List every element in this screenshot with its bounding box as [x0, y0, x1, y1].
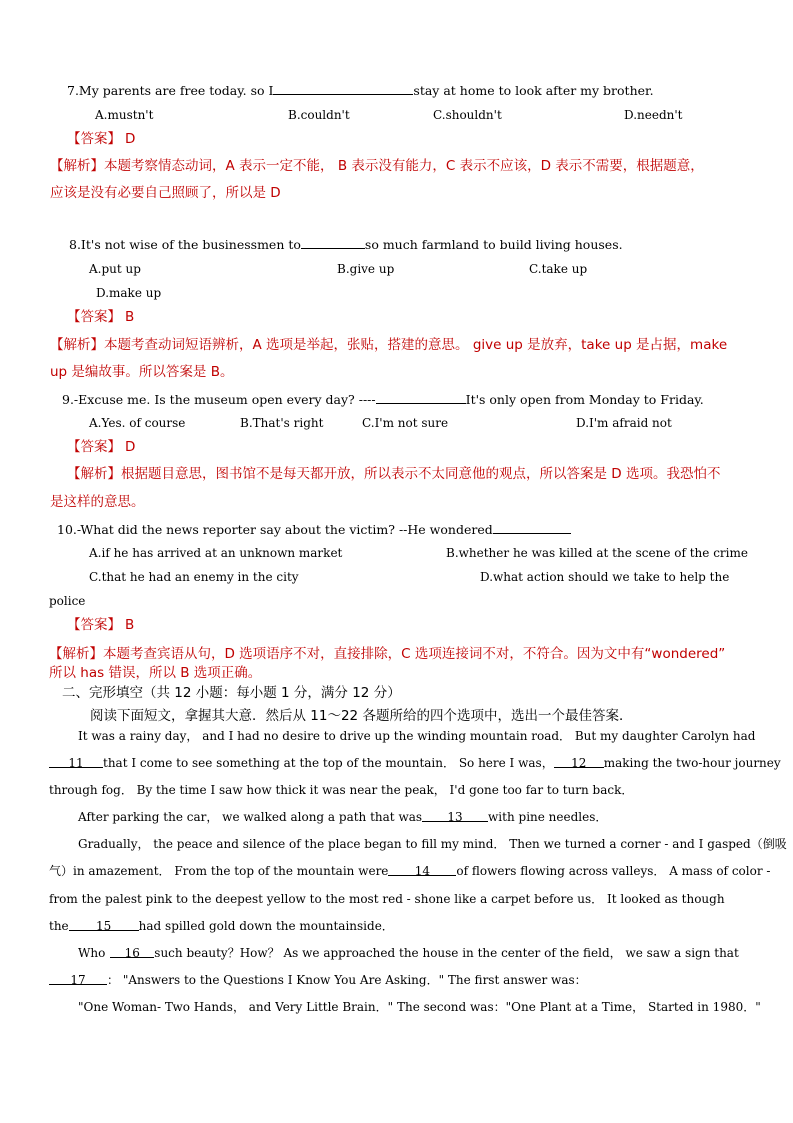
q10-analysis-cont: 所以 has 错误，所以 B 选项正确。 [49, 665, 262, 681]
q7-stem-before: 7.My parents are free today. so I [67, 83, 274, 98]
passage-line-7: from the palest pink to the deepest yellow to the most red - shone like a carpet before us． It looked as though [49, 892, 725, 906]
q8-stem-after: so much farmland to build living houses. [364, 237, 623, 252]
q7-analysis [50, 158, 704, 174]
q10-option-d[interactable]: D.what action should we take to help the [480, 570, 730, 584]
section2-instruction: 阅读下面短文，拿握其大意．然后从 11～22 各题所给的四个选项中，选出一个最佳答案． [90, 708, 633, 724]
passage-line-10: 17 ： "Answers to the Questions I Know You Are Asking．" The first answer was： [49, 972, 587, 988]
passage-line-4: After parking the car， we walked along a path that was 13 with pine needles． [78, 810, 608, 824]
q7-answer-value: D [125, 131, 136, 147]
q9-analysis [67, 466, 720, 482]
passage-line-9: Who 16 such beauty？How？ As we approached the house in the center of the field， we saw a sign that [78, 946, 739, 960]
q9-option-c[interactable]: C.I'm not sure [362, 416, 449, 430]
q9-answer-label: 【答案】 [67, 439, 121, 455]
q7-option-a[interactable]: A.mustn't [95, 108, 154, 122]
cloze-blank-17[interactable]: 17 [49, 972, 107, 985]
passage-line-8: the 15 had spilled gold down the mountainside． [49, 919, 394, 933]
q9-option-b[interactable]: B.That's right [240, 416, 324, 430]
q9-analysis-cont: 是这样的意思。 [50, 494, 145, 510]
q7-stem [67, 82, 654, 99]
q8-stem-before: 8.It's not wise of the businessmen to [69, 237, 301, 252]
passage-line-11: "One Woman- Two Hands， and Very Little Brain．" The second was："One Plant at a Time， Started in 1980．" [78, 1000, 761, 1014]
cloze-blank-15[interactable]: 15 [69, 918, 139, 931]
q10-stem [57, 521, 571, 538]
q8-answer-label: 【答案】 [67, 309, 121, 325]
q8-analysis [50, 337, 727, 353]
q7-option-d[interactable]: D.needn't [624, 108, 683, 122]
cloze-blank-13[interactable]: 13 [422, 809, 488, 822]
q9-blank[interactable] [376, 391, 466, 404]
q8-answer-value: B [125, 309, 135, 325]
q9-stem-before: 9.-Excuse me. Is the museum open every day? ---- [62, 392, 376, 407]
q8-analysis-text: 本题考查动词短语辨析，A 选项是举起，张贴，搭建的意思。 give up 是放弃，take up 是占据，make [104, 337, 728, 353]
q10-answer-label: 【答案】 [67, 617, 121, 633]
q10-answer-value: B [125, 617, 135, 633]
q10-option-a[interactable]: A.if he has arrived at an unknown market [89, 546, 343, 560]
q7-option-b[interactable]: B.couldn't [288, 108, 350, 122]
q10-analysis [49, 646, 725, 662]
q10-answer [67, 617, 134, 633]
q8-option-a[interactable]: A.put up [89, 262, 141, 276]
q7-analysis-label: 【解析】 [50, 158, 104, 174]
q10-analysis-text: 本题考查宾语从句，D 选项语序不对，直接排除，C 选项连接词不对，不符合。因为文中有“wondered” [103, 646, 726, 662]
section2-heading: 二、完形填空（共 12 小题：每小题 1 分，满分 12 分） [62, 685, 401, 701]
q10-option-d-cont: police [49, 594, 86, 608]
cloze-blank-12[interactable]: 12 [554, 755, 604, 768]
q10-blank[interactable] [493, 521, 571, 534]
q9-analysis-text: 根据题目意思，图书馆不是每天都开放，所以表示不太同意他的观点，所以答案是 D 选项。我恐怕不 [121, 466, 721, 482]
q9-stem-after: It's only open from Monday to Friday. [465, 392, 704, 407]
q9-option-a[interactable]: A.Yes. of course [89, 416, 186, 430]
q8-option-b[interactable]: B.give up [337, 262, 395, 276]
cloze-blank-16[interactable]: 16 [110, 945, 154, 958]
passage-line-2: 11 that I come to see something at the top of the mountain． So here I was， 12 making the two-hour journey [49, 755, 781, 771]
q7-answer [67, 131, 135, 147]
q9-answer-value: D [125, 439, 136, 455]
q8-analysis-label: 【解析】 [50, 337, 104, 353]
q7-analysis-text: 本题考察情态动词，A 表示一定不能， B 表示没有能力，C 表示不应该，D 表示不需要，根据题意， [104, 158, 704, 174]
q9-stem [62, 391, 704, 408]
q10-option-b[interactable]: B.whether he was killed at the scene of the crime [446, 546, 748, 560]
q8-answer [67, 309, 134, 325]
passage-line-6: 气）in amazement． From the top of the mountain were 14 of flowers flowing across valleys． A mass of color - [49, 864, 771, 878]
q10-stem-before: 10.-What did the news reporter say about the victim? --He wondered [57, 522, 493, 537]
q8-analysis-cont: up 是编故事。所以答案是 B。 [50, 364, 234, 380]
q7-answer-label: 【答案】 [67, 131, 121, 147]
q7-analysis-cont: 应该是没有必要自己照顾了，所以是 D [50, 185, 281, 201]
q10-analysis-label: 【解析】 [49, 646, 103, 662]
q9-answer [67, 439, 135, 455]
q8-blank[interactable] [301, 236, 365, 249]
q7-stem-after: stay at home to look after my brother. [413, 83, 654, 98]
q7-blank[interactable] [273, 82, 413, 95]
q8-option-d[interactable]: D.make up [96, 286, 162, 300]
q7-option-c[interactable]: C.shouldn't [433, 108, 502, 122]
q10-option-c[interactable]: C.that he had an enemy in the city [89, 570, 299, 584]
passage-line-5: Gradually， the peace and silence of the place began to fill my mind． Then we turned a corner - and I gasped（倒吸 [78, 837, 787, 851]
passage-line-1: It was a rainy day， and I had no desire to drive up the winding mountain road． But my daughter Carolyn had [78, 729, 756, 743]
cloze-blank-11[interactable]: 11 [49, 755, 103, 768]
q9-analysis-label: 【解析】 [67, 466, 121, 482]
q8-stem [69, 236, 623, 253]
q8-option-c[interactable]: C.take up [529, 262, 588, 276]
q9-option-d[interactable]: D.I'm afraid not [576, 416, 672, 430]
cloze-blank-14[interactable]: 14 [388, 863, 456, 876]
passage-line-3: through fog． By the time I saw how thick it was near the peak， I'd gone too far to turn back． [49, 783, 634, 797]
